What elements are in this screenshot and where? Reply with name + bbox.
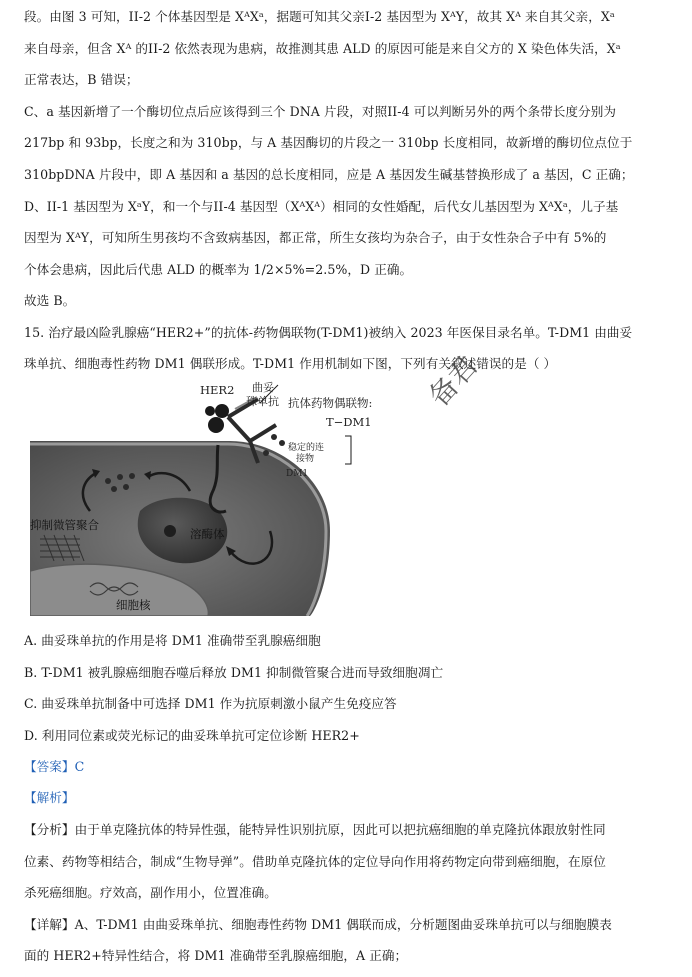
adc-label: 抗体药物偶联物: [288, 396, 373, 410]
watermark: 备君 [422, 349, 485, 413]
text-line: C、a 基因新增了一个酶切位点后应该得到三个 DNA 片段，对照II-4 可以判断另外的两个条带长度分别为 [24, 104, 616, 119]
text-line: 段。由图 3 可知，II-2 个体基因型是 XᴬXᵃ，据题可知其父亲I-2 基因型为 XᴬY，故其 Xᴬ 来自其父亲，Xᵃ [24, 9, 615, 24]
text-line: 217bp 和 93bp，长度之和为 310bp，与 A 基因酶切的片段之一 310bp 长度相同，故新增的酶切位点位于 [24, 135, 633, 150]
lysosome-label: 溶酶体 [190, 527, 225, 541]
analysis-line: 【分析】由于单克隆抗体的特异性强，能特异性识别抗原，因此可以把抗癌细胞的单克隆抗体跟放射性同 [24, 822, 606, 837]
analysis-line: 【详解】A、T-DM1 由曲妥珠单抗、细胞毒性药物 DM1 偶联而成，分析题图曲妥珠单抗可以与细胞膜表 [24, 917, 612, 932]
linker-label-1: 稳定的连 [288, 443, 325, 453]
option-a: A. 曲妥珠单抗的作用是将 DM1 准确带至乳腺癌细胞 [24, 633, 321, 648]
mechanism-diagram [30, 381, 460, 616]
analysis-heading: 【解析】 [24, 790, 75, 805]
inhibit-microtubule-label: 抑制微管聚合 [30, 518, 99, 532]
text-line: 来自母亲，但含 Xᴬ 的II-2 依然表现为患病，故推测其患 ALD 的原因可能是来自父方的 X 染色体失活，Xᵃ [24, 41, 621, 56]
her2-label: HER2 [200, 383, 235, 397]
analysis-line: 杀死癌细胞。疗效高，副作用小，位置准确。 [24, 885, 277, 900]
text-line: D、II-1 基因型为 XᵃY，和一个与II-4 基因型（XᴬXᴬ）相同的女性婚配，后代女儿基因型为 XᴬXᵃ，儿子基 [24, 199, 619, 214]
analysis-line: 面的 HER2+特异性结合，将 DM1 准确带至乳腺癌细胞，A 正确； [24, 948, 408, 963]
text-line: 310bpDNA 片段中，即 A 基因和 a 基因的总长度相同，应是 A 基因发生碱基替换形成了 a 基因，C 正确； [24, 167, 634, 182]
trastuzumab-label-1: 曲妥 [252, 381, 274, 394]
text-line: 正常表达，B 错误； [24, 72, 139, 87]
question-stem: 珠单抗、细胞毒性药物 DM1 偶联形成。T-DM1 作用机制如下图，下列有关叙述错误的是（ ） [24, 356, 557, 371]
text-line: 个体会患病，因此后代患 ALD 的概率为 1/2×5%=2.5%，D 正确。 [24, 262, 413, 277]
dm1-label: DM1 [286, 469, 309, 479]
linker-label-2: 接物 [296, 454, 315, 464]
trastuzumab-label-2: 珠单抗 [246, 395, 279, 408]
text-line: 故选 B。 [24, 293, 76, 308]
option-b: B. T-DM1 被乳腺癌细胞吞噬后释放 DM1 抑制微管聚合进而导致细胞凋亡 [24, 665, 444, 680]
question-stem: 15. 治疗最凶险乳腺癌“HER2+”的抗体-药物偶联物(T-DM1)被纳入 2023 年医保目录名单。T-DM1 由曲妥 [24, 325, 633, 340]
tdm1-label: T−DM1 [326, 415, 372, 429]
analysis-line: 位素、药物等相结合，制成“生物导弹”。借助单克隆抗体的定位导向作用将药物定向带到癌细胞，在原位 [24, 854, 606, 869]
option-d: D. 利用同位素或荧光标记的曲妥珠单抗可定位诊断 HER2+ [24, 728, 360, 743]
text-line: 因型为 XᴬY，可知所生男孩均不含致病基因，都正常，所生女孩均为杂合子，由于女性杂合子中有 5%的 [24, 230, 607, 245]
mechanism-figure [30, 381, 460, 616]
nucleus-label: 细胞核 [116, 598, 151, 612]
option-c: C. 曲妥珠单抗制备中可选择 DM1 作为抗原刺激小鼠产生免疫应答 [24, 696, 397, 711]
answer-line: 【答案】C [24, 759, 85, 774]
